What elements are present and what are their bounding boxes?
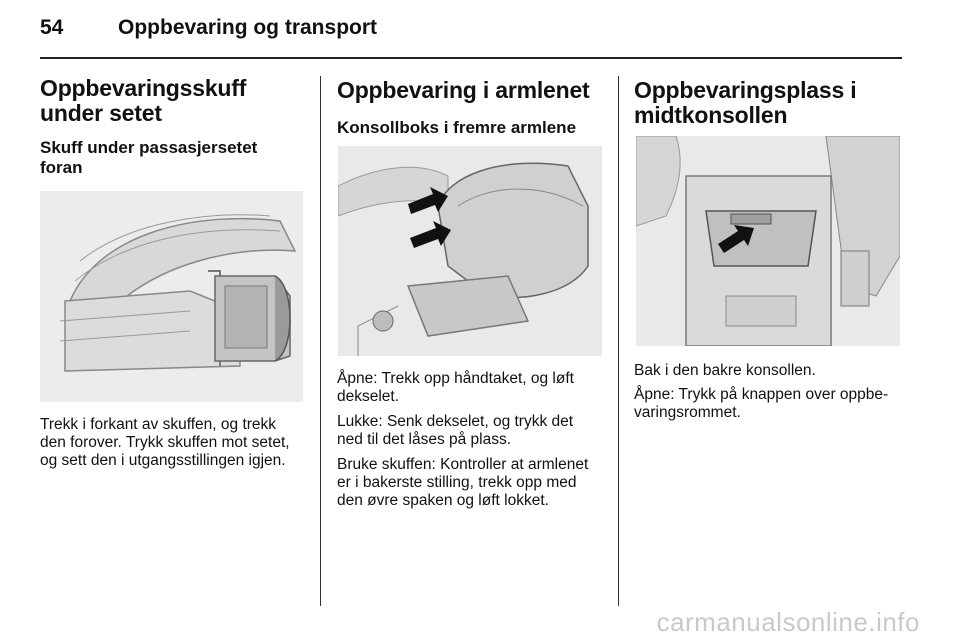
section-subheading: Konsollboks i fremre armlene [337, 118, 577, 137]
section-subheading: Skuff under passasjersetet foran [40, 138, 258, 177]
armrest-illustration [338, 146, 602, 356]
seat-drawer-illustration [40, 191, 303, 402]
chapter-title: Oppbevaring og transport [118, 16, 378, 39]
column-divider-1 [320, 76, 321, 606]
paragraph: Trekk i forkant av skuffen, og trekk den forover. Trykk skuffen mot setet, og sett den i utgangsstillingen igjen. [40, 416, 290, 469]
header-rule [40, 57, 902, 59]
section-heading: Oppbevaringsplass i midtkonsollen [634, 77, 857, 128]
section-heading: Oppbevaring i armlenet [337, 77, 590, 103]
paragraph: Bruke skuffen: Kontroller at armlenet er i bakerste stilling, trekk opp med den øvre spaken og løft lokket. [337, 456, 589, 509]
paragraph: Lukke: Senk dekselet, og trykk det ned til det låses på plass. [337, 413, 574, 448]
paragraph: Åpne: Trekk opp håndtaket, og løft dekselet. [337, 370, 574, 405]
center-console-illustration [636, 136, 900, 346]
page-number: 54 [40, 16, 64, 39]
watermark: carmanualsonline.info [656, 607, 920, 637]
column-divider-2 [618, 76, 619, 606]
paragraph: Åpne: Trykk på knappen over oppbe-varingsrommet. [634, 386, 889, 421]
paragraph: Bak i den bakre konsollen. [634, 362, 816, 379]
section-heading: Oppbevaringsskuff under setet [40, 75, 247, 126]
